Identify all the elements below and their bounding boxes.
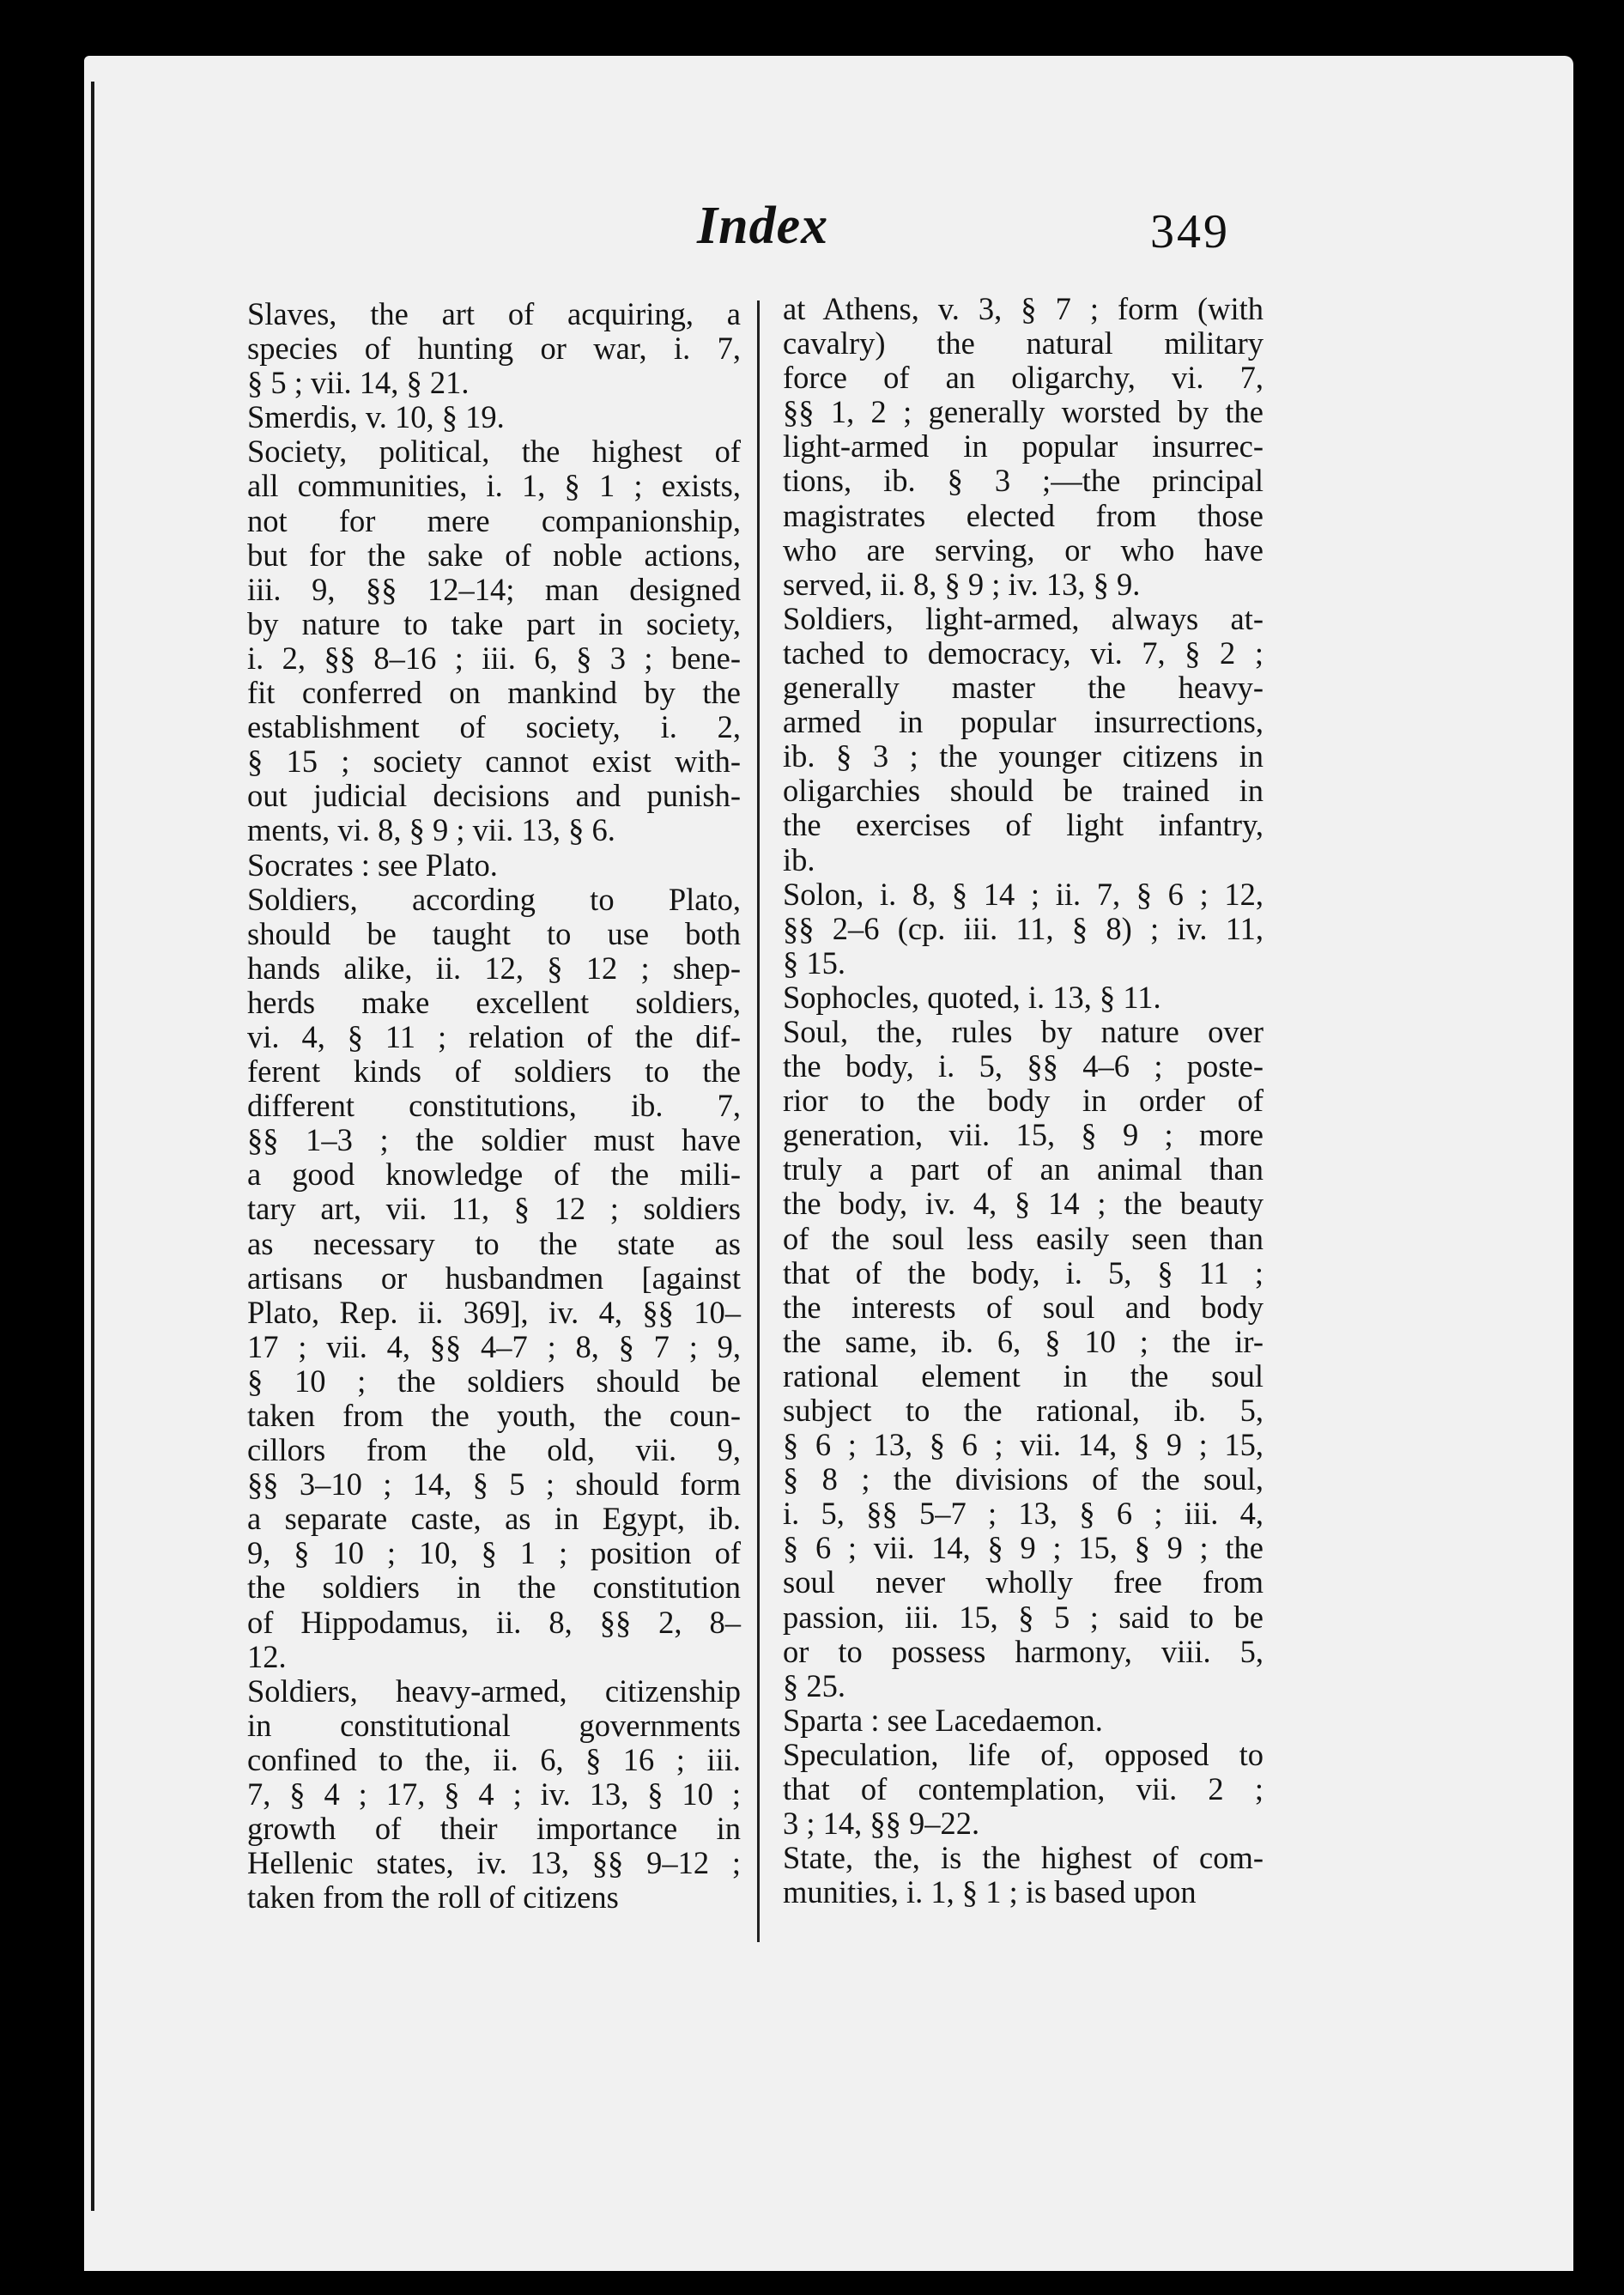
index-entry-line: truly a part of an animal than [783,1151,1263,1187]
index-entry-line: taken from the roll of citizens [247,1879,619,1916]
index-entry-line: at Athens, v. 3, § 7 ; form (with [783,291,1263,326]
index-entry-line: all communities, i. 1, § 1 ; exists, [247,468,741,504]
index-entry-line: Socrates : see Plato. [247,847,498,883]
index-entry-line: that of contemplation, vii. 2 ; [783,1771,1263,1807]
index-entry-line: 17 ; vii. 4, §§ 4–7 ; 8, § 7 ; 9, [247,1328,741,1364]
index-entry-line: confined to the, ii. 6, § 16 ; iii. [247,1741,741,1777]
index-entry-line: cavalry) the natural military [783,325,1263,361]
index-entry [783,1738,1263,1841]
index-entry-line: artisans or husbandmen [against [247,1260,741,1296]
index-entry-line: generally master the heavy- [783,670,1263,706]
index-entry-line: generation, vii. 15, § 9 ; more [783,1117,1263,1153]
index-entry [783,602,1263,877]
index-entry-line: soul never wholly free from [783,1564,1263,1600]
index-entry-line: Soldiers, according to Plato, [247,881,741,917]
index-entry-line: fit conferred on mankind by the [247,675,741,711]
index-entry-line: §§ 2–6 (cp. iii. 11, § 8) ; iv. 11, [783,910,1263,946]
index-entry-line: the same, ib. 6, § 10 ; the ir- [783,1323,1263,1359]
index-column-right [783,292,1263,1909]
index-entry-line: Soul, the, rules by nature over [783,1013,1263,1049]
index-entry-line: Solon, i. 8, § 14 ; ii. 7, § 6 ; 12, [783,876,1263,912]
running-title: Index [697,197,829,255]
index-entry-line: 9, § 10 ; 10, § 1 ; position of [247,1535,741,1571]
index-entry-line: or to possess harmony, viii. 5, [783,1633,1263,1669]
index-entry [783,981,1263,1015]
index-entry-line: ments, vi. 8, § 9 ; vii. 13, § 6. [247,812,615,848]
index-entry-line: cillors from the old, vii. 9, [247,1432,741,1468]
index-entry [783,1703,1263,1738]
index-entry-line: establishment of society, i. 2, [247,709,741,745]
page-gutter-edge [91,82,94,2211]
index-entry-line: §§ 1–3 ; the soldier must have [247,1122,741,1158]
index-entry-line: hands alike, ii. 12, § 12 ; shep- [247,950,741,986]
index-entry-line: tions, ib. § 3 ;—the principal [783,463,1263,499]
index-entry-line: 3 ; 14, §§ 9–22. [783,1806,980,1842]
index-entry-line: State, the, is the highest of com- [783,1840,1263,1876]
index-entry-line: growth of their importance in [247,1811,741,1847]
index-entry-line: §§ 1, 2 ; generally worsted by the [783,394,1263,430]
index-entry-line: 12. [247,1638,287,1674]
index-entry [247,848,741,883]
index-entry [247,1674,741,1916]
index-entry-line: Smerdis, v. 10, § 19. [247,399,505,435]
index-entry-line: munities, i. 1, § 1 ; is based upon [783,1874,1197,1910]
index-entry-line: not for mere companionship, [247,502,741,538]
index-entry-line: ferent kinds of soldiers to the [247,1053,741,1090]
index-entry-line: ib. [783,841,815,877]
index-entry-line: § 6 ; 13, § 6 ; vii. 14, § 9 ; 15, [783,1427,1263,1463]
index-entry-line: Sophocles, quoted, i. 13, § 11. [783,979,1161,1015]
index-entry-line: herds make excellent soldiers, [247,984,741,1020]
index-entry-line: Plato, Rep. ii. 369], iv. 4, §§ 10– [247,1294,741,1330]
index-entry-line: tached to democracy, vi. 7, § 2 ; [783,634,1263,671]
index-entry-line: a good knowledge of the mili- [247,1157,741,1193]
index-entry [247,434,741,847]
index-entry-line: rational element in the soul [783,1357,1263,1393]
index-entry [247,883,741,1674]
index-entry-line: oligarchies should be trained in [783,773,1263,809]
index-entry-line: § 10 ; the soldiers should be [247,1363,741,1399]
index-entry-line: passion, iii. 15, § 5 ; said to be [783,1599,1263,1635]
index-entry [247,400,741,434]
index-entry-line: as necessary to the state as [247,1225,741,1261]
index-entry [783,1841,1263,1909]
index-entry [783,292,1263,602]
index-entry-line: i. 2, §§ 8–16 ; iii. 6, § 3 ; bene- [247,640,741,676]
index-entry-line: Slaves, the art of acquiring, a [247,296,741,331]
index-entry-line: §§ 3–10 ; 14, § 5 ; should form [247,1466,741,1503]
index-entry-line: Soldiers, heavy-armed, citizenship [247,1673,741,1709]
index-entry-line: Society, political, the highest of [247,434,741,470]
index-entry-line: vi. 4, § 11 ; relation of the dif- [247,1018,741,1054]
index-entry-line: by nature to take part in society, [247,605,741,641]
index-entry-line: the interests of soul and body [783,1289,1263,1325]
index-entry-line: § 15. [783,944,845,981]
index-column-left [247,297,741,1915]
index-entry-line: Hellenic states, iv. 13, §§ 9–12 ; [247,1845,741,1881]
index-entry-line: of the soul less easily seen than [783,1220,1263,1256]
index-entry-line: that of the body, i. 5, § 11 ; [783,1254,1263,1290]
index-entry-line: rior to the body in order of [783,1083,1263,1119]
index-entry-line: i. 5, §§ 5–7 ; 13, § 6 ; iii. 4, [783,1496,1263,1532]
index-entry-line: tary art, vii. 11, § 12 ; soldiers [247,1191,741,1227]
index-entry-line: should be taught to use both [247,915,741,951]
index-entry-line: out judicial decisions and punish- [247,778,741,814]
index-entry-line: § 15 ; society cannot exist with- [247,744,741,780]
index-entry-line: § 8 ; the divisions of the soul, [783,1461,1263,1497]
index-entry-line: force of an oligarchy, vi. 7, [783,360,1263,396]
index-entry-line: the body, iv. 4, § 14 ; the beauty [783,1186,1263,1222]
index-entry-line: a separate caste, as in Egypt, ib. [247,1501,741,1537]
index-entry-line: of Hippodamus, ii. 8, §§ 2, 8– [247,1604,741,1640]
index-entry-line: subject to the rational, ib. 5, [783,1393,1263,1428]
column-divider [757,301,760,1942]
index-entry-line: but for the sake of noble actions, [247,537,741,573]
index-entry [783,1015,1263,1703]
index-entry-line: the soldiers in the constitution [247,1569,741,1606]
index-entry [783,877,1263,981]
page-number: 349 [1150,205,1230,258]
index-entry-line: Soldiers, light-armed, always at- [783,600,1263,636]
index-entry-line: § 25. [783,1667,845,1703]
index-entry-line: taken from the youth, the coun- [247,1398,741,1433]
index-entry-line: different constitutions, ib. 7, [247,1088,741,1124]
index-entry-line: § 5 ; vii. 14, § 21. [247,365,470,401]
index-entry-line: Speculation, life of, opposed to [783,1736,1263,1772]
index-entry-line: ib. § 3 ; the younger citizens in [783,738,1263,774]
index-entry-line: 7, § 4 ; 17, § 4 ; iv. 13, § 10 ; [247,1776,741,1812]
index-entry-line: the body, i. 5, §§ 4–6 ; poste- [783,1048,1263,1084]
index-entry-line: the exercises of light infantry, [783,807,1263,843]
index-entry-line: light-armed in popular insurrec- [783,428,1263,464]
index-entry-line: species of hunting or war, i. 7, [247,331,741,367]
index-entry-line: armed in popular insurrections, [783,704,1263,740]
index-entry-line: served, ii. 8, § 9 ; iv. 13, § 9. [783,566,1141,602]
index-entry-line: magistrates elected from those [783,497,1263,533]
index-entry-line: who are serving, or who have [783,531,1263,568]
index-entry-line: iii. 9, §§ 12–14; man designed [247,571,741,607]
index-entry-line: Sparta : see Lacedaemon. [783,1702,1103,1738]
index-entry [247,297,741,400]
index-entry-line: § 6 ; vii. 14, § 9 ; 15, § 9 ; the [783,1530,1263,1566]
index-entry-line: in constitutional governments [247,1707,741,1743]
